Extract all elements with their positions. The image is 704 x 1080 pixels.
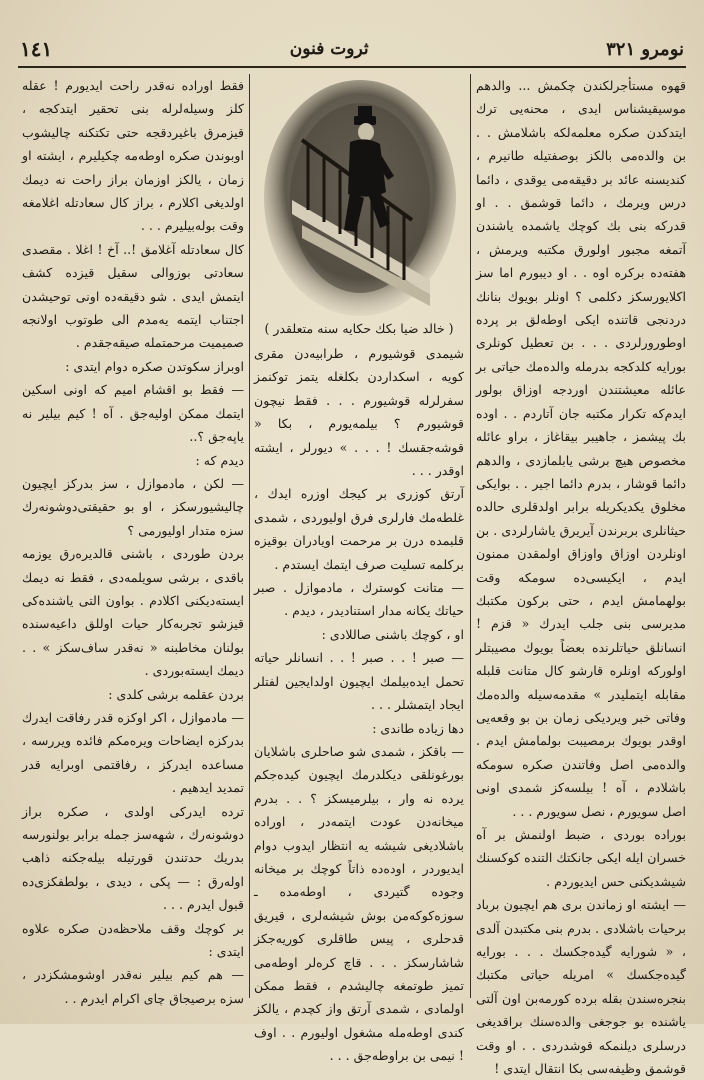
column-middle xyxy=(254,342,464,1064)
paragraph: كال سعادتله آغلامق !.. آخ ! اغلا . مقصدى سعادتى بوزوالى سقيل قيزده كشف ايتمش ايدى . شو دقيقه‌ده اونى توحيشدن اجتناب ايتمه‌ يه‌مدم الى طوتوب اولانجه صميميت مرحمتمله صيقه‌جقدم . xyxy=(22,241,244,351)
paragraph: قهوه مستأجرلكندن چكمش ... والدهم موسيقيشناس ايدى ، محنه‌يى ترك ايتدكدن صكره معلمه‌لكه باشلامش . . بن والده‌مى بالكز بوصفتيله طانيرم ، كنديسنه عائد بر دقيقه‌مى يوقدى ، دائما درس ويرمك ، دائما قوشمق . . او قدركه بنى بك كوچك ياشمده ياشندن آتمغه مجبور اولورق مكتبه ويرمش ، هفته‌ده بركره اوه . . او ديبورم اما سز اكلايورسكز دكلمى ؟ اونلر بويوك بنانك دردنجى قاتنده ايكى اوطه‌لق بر پرده اوطورورلردى . . . بن تعطيل كونلرى بورايه كلدكجه بدرمله والده‌مك حياتى بر عائله معيشتندن اوردجه اوزاق بولور ايدم‌كه تكرار مكتبه جان آتاردم . . اوده بك پيشمز ، جاهيبر بيقاغاز ، براو عائله مخصوص هيچ برشى يابلمازدى ، والدهم دائما قوشار ، بدرم دائما اجير . . بوايكى مخلوق يكديكريله برابر اولدقلرى حالده حيثانلرى بربرندن آيريرق ياشارلردى . بن اونلردن اوزاق واوزاق اولمقدن ممنون ايدم ، ايكيسى‌ده سومكه وقت بولهمامش ايدم ، حتى بركون مكتبك مديرسى بنى جلب ايدرك « قزم ! انسانلق حياتلرنده بعضاً بويوك مصيبتلر اولوركه اونلره قارشو كال متانت قلبله مقابله ايتمليدر » مقدمه‌سيله والده‌مك وفاتى خبر ويرديكى زمان بن بو وقعه‌يى اوقدر بويوك برمصيبت بولمامش ايدم . والده‌مى اصل وفاتندن صكره سومكه باشلادم ، آه ! بيلسه‌كز شمدى اونى اصل سويورم ، نصل سويورم . . . xyxy=(476,78,686,819)
paragraph: — متانت كوسترك ، مادموازل . صبر حياتك يكانه مدار استناديدر ، ديدم . xyxy=(254,580,464,619)
paragraph: — صبر ! . . صبر ! . . انسانلر حياته تحمل ايده‌بيلمك ايچيون اولدايجين لفتلر ايجاد ايتمشلر . . . xyxy=(254,650,464,713)
illustration-staircase-figure xyxy=(262,80,458,316)
paragraph: دها زياده طاندى : xyxy=(372,720,464,736)
header-rule xyxy=(18,66,686,68)
illustration-caption: ( خالد ضيا بكك حكايه سنه متعلقدر ) xyxy=(264,321,454,336)
journal-title: ثروت فنون xyxy=(289,39,369,59)
paragraph: اوبراز سكوتدن صكره دوام ايتدى : xyxy=(65,358,244,374)
paragraph: بوراده بوردى ، ضبط اولنمش بر آه خسران ايله ايكى جانكتك التنده كوكسنك شيشديكنى حس ايديوردم . xyxy=(476,827,686,889)
paragraph: فقط اوراده نه‌قدر راحت ايديورم ! عقله كلز وسيله‌لرله بنى تحقير ايتدكجه ، قيزمرق باغيردقجه حتى تكتكنه چاليشوب اوبوندن صكره اوطه‌مه چكيليرم ، ايشته او زمان ، يالكز اوزمان براز راحت نه ديمك اولديغى اكلارم ، براز كال سعادتله اغلامغه وقت بوله‌بيليرم . . . xyxy=(22,78,244,234)
column-right xyxy=(476,74,686,1077)
column-divider-right xyxy=(470,74,471,998)
paragraph: شيمدى قوشيورم ، طرابيه‌دن مقرى كويه ، اسكداردن بكلغله يتمز توكنمز سفرلرله قوشيورم . . . فقط نيچون قوشيورم ؟ بيلمه‌يورم ، بكا « قوشه‌جقسك ! . . . » ديورلر ، ايشته اوقدر . . . xyxy=(254,346,464,479)
paragraph: بر كوچك وقف ملاحظه‌دن صكره علاوه ايتدى : xyxy=(22,920,244,960)
paragraph: — هم كيم بيلير نه‌قدر اوشومشكزدر ، سزه برصيجاق چاى اكرام ايدرم . . xyxy=(22,967,244,1006)
column-divider-left xyxy=(249,74,250,998)
page-number: ١٤١ xyxy=(20,37,53,61)
paragraph: — فقط بو اقشام اميم كه اونى اسكين ايتمك ممكن اوليه‌جق . آه ! كيم بيلير نه ياپه‌جق ؟.. xyxy=(22,382,244,445)
paragraph: — ايشته او زماندن برى هم ايچيون برباد برحيات باشلادى . بدرم بنى مكتبدن آلدى ، « شورايه گيده‌جكسك . . . بورايه گيده‌جكسك » امريله حياتى مكتبك بنجره‌سندن بقله برده كورمه‌بن اون آلتى ياشنده بو جوجغى والده‌سنك براقديغى درسلرى ديلنمكه قوشدردى . . او وقت قوشمق وظيفه‌سى بكا انتقال ايتدى ! xyxy=(476,897,686,1077)
paragraph: او ، كوچك باشنى صاللادى : xyxy=(321,626,464,642)
paragraph: بردن عقلمه برشى كلدى : xyxy=(108,686,244,702)
paragraph: — لكن ، مادموازل ، سز بدركز ايچيون چاليشيورسكز ، او بو حقيقتى‌دوشونه‌رك سزه متدار اوليورمى ؟ xyxy=(22,475,244,538)
page-header xyxy=(20,34,684,64)
column-left xyxy=(22,74,244,1004)
paragraph: — باقكز ، شمدى شو صاحلرى باشلايان بورغونلقى ديكلدرمك ايچيون كيده‌جكم يرده نه وار ، بيلرميسكز ؟ . . بدرم ميخانه‌دن عودت ايتمه‌در ، اوراده باشلاديغى شيشه‌ يه انتظار ايدوب دوام ايديوردر ، اوده‌ده ذاتاً كوچك بر ميخانه وجوده گتيردى ، اوطه‌مده ـ سوزه‌كوكه‌من بوش شيشه‌لرى ، قيريق قدحلرى ، پيس طاقلرى كوريه‌جكز شاشارسكز . . . قاچ كره‌لر اوطه‌مى تميز طوتمغه چاليشدم ، فقط ممكن اولمادى ، شمدى آرتق واز كچدم ، يالكز كندى اوطه‌مله مشغول اوليورم . . اوف ! نيمى بن براوطه‌جق . . . xyxy=(254,743,464,1064)
paragraph: ديدم كه : xyxy=(195,452,244,468)
paragraph: — مادموازل ، اكر اوكزه قدر رفاقت ايدرك بدركزه ايضاحات ويره‌مكم فائده ويررسه ، مساعده ايدركز ، رفاقتمى اوبرايه قدر تمديد ايدهيم . xyxy=(22,709,244,796)
issue-number: نومرو ٣٢١ xyxy=(606,38,684,60)
paragraph: آرتق كوزرى بر كيجك اوزره ايدك ، غلطه‌مك فارلرى فرق اوليوردى ، شمدى قلبمده درن بر مرحمت اويادران بوقيزه بركلمه تسليت صرف ايتمك ايستدم . xyxy=(254,486,464,572)
paragraph: بردن طوردى ، باشنى قالديره‌رق يوزمه باقدى ، برشى سويلمه‌دى ، فقط نه ديمك ايسته‌ديكنى اكلادم . بواون التى ياشنده‌كى قيزشو تجربه‌كار حيات اوللق داعيه‌سنده بولنان مخاطبنه « نه‌قدر ساف‌سكز » . . ديمك ايسته‌بوردى . xyxy=(22,546,244,679)
paragraph: ترده ايدركى اولدى ، صكره براز دوشونه‌رك ، شهه‌سز جمله برابر بولنورسه بدريك حدتندن قورتيله بيله‌جكنه ذاهب اوله‌رق : — پكى ، ديدى ، بولطفكزى‌ده قبول ايدرم . . . xyxy=(22,803,244,913)
